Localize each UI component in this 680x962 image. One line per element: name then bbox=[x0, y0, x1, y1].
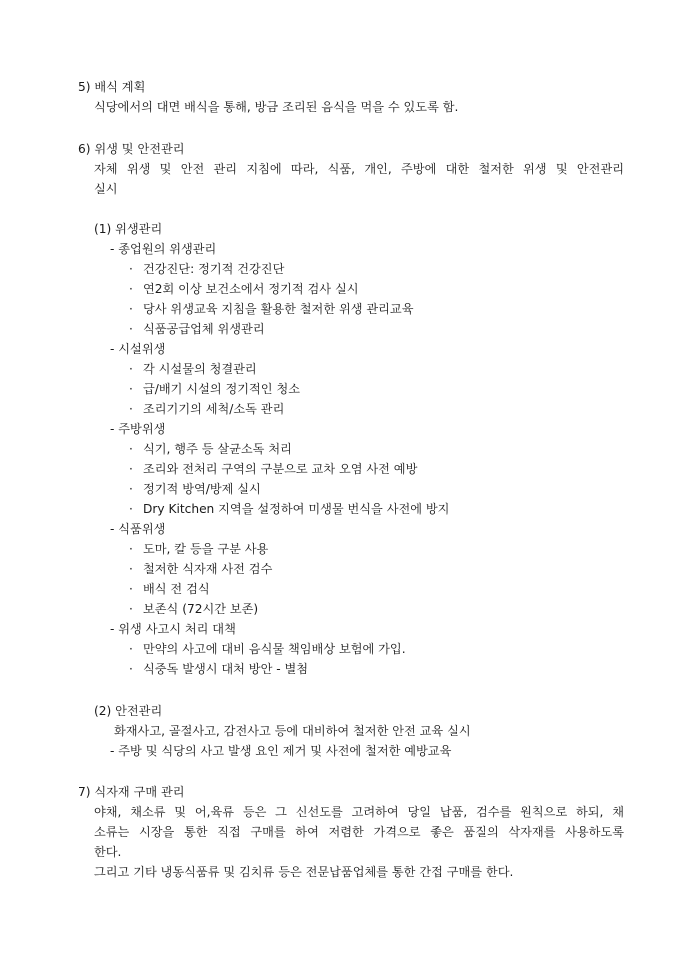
hygiene-item-text: 도마, 칼 등을 구분 사용 bbox=[143, 542, 269, 556]
hygiene-item-text: 식중독 발생시 대처 방안 - 별첨 bbox=[143, 662, 309, 676]
section-6-body-line1: 자체 위생 및 안전 관리 지침에 따라, 식품, 개인, 주방에 대한 철저한 위생 및 안전관리 bbox=[94, 162, 624, 176]
section-5-heading: 5) 배식 계획 bbox=[78, 80, 146, 94]
section-5-body: 식당에서의 대면 배식을 통해, 방금 조리된 음식을 먹을 수 있도록 함. bbox=[94, 100, 459, 114]
hygiene-group-title: - 종업원의 위생관리 bbox=[110, 242, 217, 256]
section-7-heading: 7) 식자재 구매 관리 bbox=[78, 785, 185, 799]
hygiene-list-item bbox=[129, 639, 406, 659]
bullet-dot-icon: · bbox=[129, 582, 133, 596]
hygiene-heading: (1) 위생관리 bbox=[94, 222, 163, 236]
safety-line1: 화재사고, 골절사고, 감전사고 등에 대비하여 철저한 안전 교육 실시 bbox=[114, 724, 471, 738]
hygiene-item-text: Dry Kitchen 지역을 설정하여 미생물 번식을 사전에 방지 bbox=[143, 502, 450, 516]
hygiene-item-text: 연2회 이상 보건소에서 정기적 검사 실시 bbox=[143, 282, 359, 296]
hygiene-list-item bbox=[129, 479, 261, 499]
hygiene-item-text: 조리기기의 세척/소독 관리 bbox=[143, 402, 285, 416]
hygiene-list-item bbox=[129, 499, 449, 519]
bullet-dot-icon: · bbox=[129, 482, 133, 496]
hygiene-item-text: 건강진단: 정기적 건강진단 bbox=[143, 262, 285, 276]
hygiene-list-item bbox=[129, 379, 300, 399]
hygiene-item-text: 보존식 (72시간 보존) bbox=[143, 602, 259, 616]
hygiene-list-item bbox=[129, 559, 272, 579]
bullet-dot-icon: · bbox=[129, 602, 133, 616]
bullet-dot-icon: · bbox=[129, 362, 133, 376]
bullet-dot-icon: · bbox=[129, 382, 133, 396]
bullet-dot-icon: · bbox=[129, 542, 133, 556]
hygiene-list-item bbox=[129, 259, 284, 279]
hygiene-group-title: - 시설위생 bbox=[110, 342, 166, 356]
hygiene-list-item bbox=[129, 319, 265, 339]
hygiene-list-item bbox=[129, 299, 413, 319]
hygiene-item-text: 당사 위생교육 지침을 활용한 철저한 위생 관리교육 bbox=[143, 302, 414, 316]
section-7-line2: 소류는 시장을 통한 직접 구매를 하여 저렴한 가격으로 좋은 품질의 삭자재를 사용하도록 bbox=[94, 825, 624, 839]
hygiene-group-title: - 위생 사고시 처리 대책 bbox=[110, 622, 236, 636]
bullet-dot-icon: · bbox=[129, 442, 133, 456]
bullet-dot-icon: · bbox=[129, 562, 133, 576]
hygiene-list-item bbox=[129, 539, 268, 559]
hygiene-group-title: - 식품위생 bbox=[110, 522, 166, 536]
hygiene-list-item bbox=[129, 399, 284, 419]
hygiene-item-text: 배식 전 검식 bbox=[143, 582, 210, 596]
hygiene-item-text: 급/배기 시설의 정기적인 청소 bbox=[143, 382, 301, 396]
hygiene-list-item bbox=[129, 359, 257, 379]
safety-line2: - 주방 및 식당의 사고 발생 요인 제거 및 사전에 철저한 예방교육 bbox=[110, 744, 452, 758]
hygiene-item-text: 각 시설물의 청결관리 bbox=[143, 362, 257, 376]
section-7-line4: 그리고 기타 냉동식품류 및 김치류 등은 전문납품업체를 통한 간접 구매를 한다. bbox=[94, 865, 514, 879]
bullet-dot-icon: · bbox=[129, 322, 133, 336]
hygiene-item-text: 철저한 식자재 사전 검수 bbox=[143, 562, 273, 576]
section-6-heading: 6) 위생 및 안전관리 bbox=[78, 142, 185, 156]
bullet-dot-icon: · bbox=[129, 462, 133, 476]
section-7-line3: 한다. bbox=[94, 845, 122, 859]
hygiene-item-text: 정기적 방역/방제 실시 bbox=[143, 482, 261, 496]
hygiene-item-text: 식품공급업체 위생관리 bbox=[143, 322, 265, 336]
bullet-dot-icon: · bbox=[129, 282, 133, 296]
hygiene-list-item bbox=[129, 439, 292, 459]
hygiene-item-text: 조리와 전처리 구역의 구분으로 교차 오염 사전 예방 bbox=[143, 462, 418, 476]
bullet-dot-icon: · bbox=[129, 402, 133, 416]
hygiene-list-item bbox=[129, 459, 417, 479]
hygiene-list-item bbox=[129, 659, 308, 679]
hygiene-list-item bbox=[129, 579, 210, 599]
section-6-body-line2: 실시 bbox=[94, 182, 118, 196]
hygiene-item-text: 만약의 사고에 대비 음식물 책임배상 보험에 가입. bbox=[143, 642, 406, 656]
section-7-line1: 야채, 채소류 및 어,육류 등은 그 신선도를 고려하여 당일 납품, 검수를 원칙으로 하되, 채 bbox=[94, 805, 624, 819]
bullet-dot-icon: · bbox=[129, 302, 133, 316]
bullet-dot-icon: · bbox=[129, 642, 133, 656]
hygiene-list-item bbox=[129, 279, 359, 299]
bullet-dot-icon: · bbox=[129, 502, 133, 516]
hygiene-list-item bbox=[129, 599, 258, 619]
bullet-dot-icon: · bbox=[129, 262, 133, 276]
hygiene-item-text: 식기, 행주 등 살균소독 처리 bbox=[143, 442, 292, 456]
safety-heading: (2) 안전관리 bbox=[94, 704, 163, 718]
hygiene-group-title: - 주방위생 bbox=[110, 422, 166, 436]
bullet-dot-icon: · bbox=[129, 662, 133, 676]
